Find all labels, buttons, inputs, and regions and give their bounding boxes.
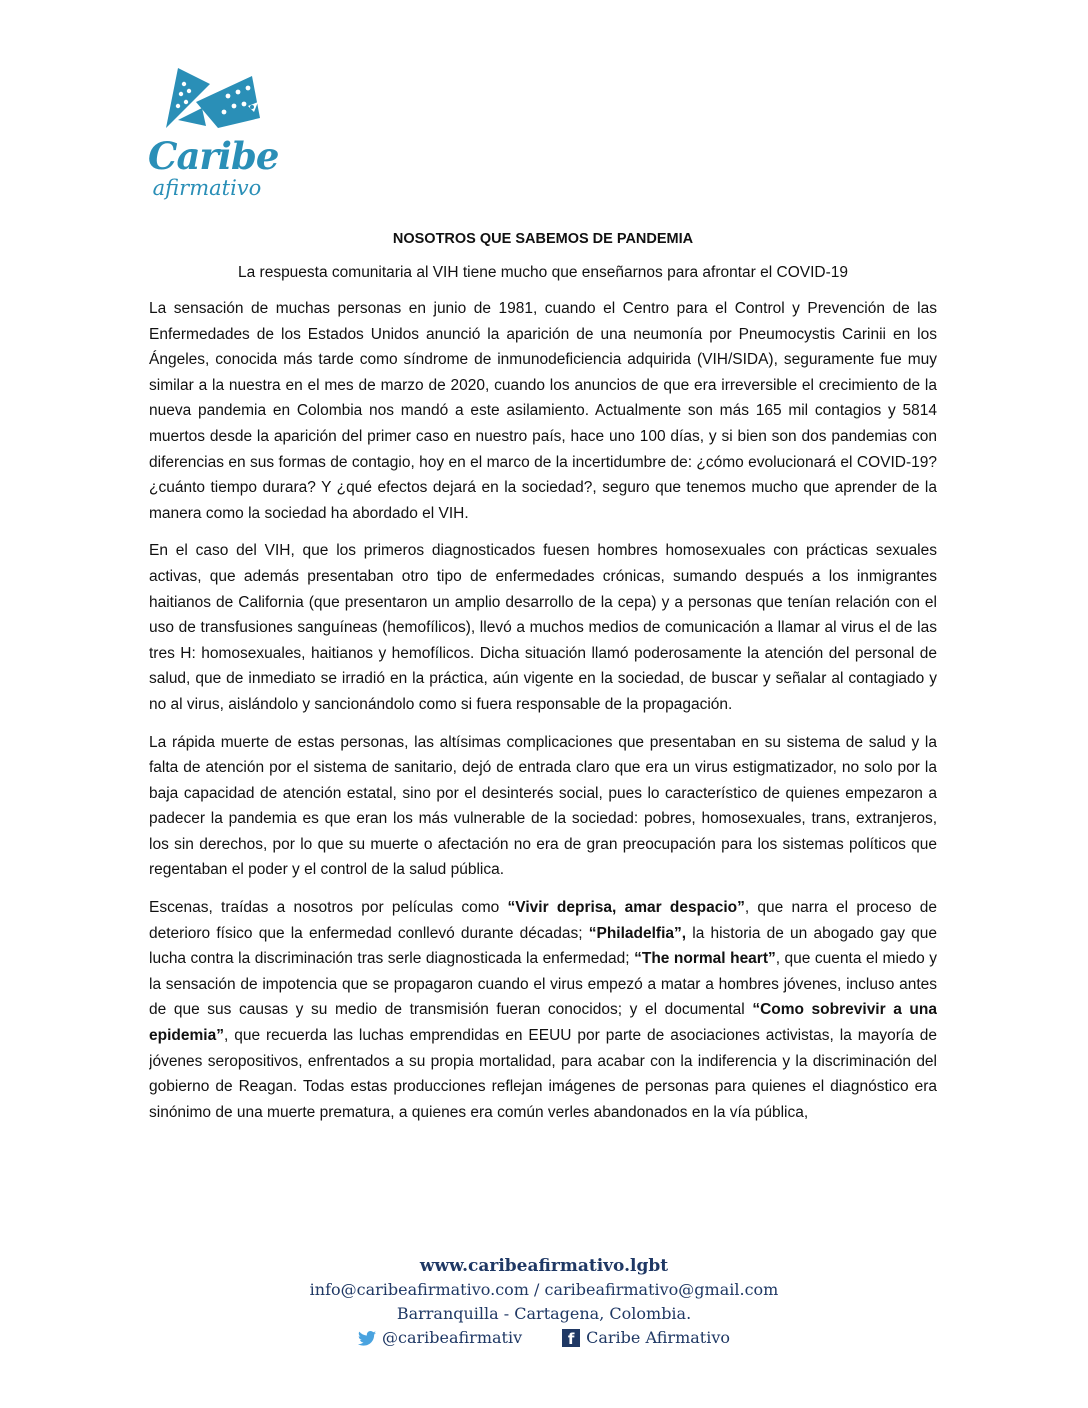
paragraph-4-text: Escenas, traídas a nosotros por películas como (149, 899, 508, 917)
twitter-handle: @caribeafirmativ (381, 1328, 523, 1347)
article-body (149, 229, 937, 1253)
footer-emails[interactable]: info@caribeafirmativo.com / caribeafirmativo@gmail.com (309, 1280, 779, 1299)
paragraph-4 (149, 895, 937, 1125)
paragraph-4-text: , que recuerda las luchas emprendidas en EEUU por parte de asociaciones activistas, la mayoría de jóvenes seropositivos, enfrentados a su propia mortalidad, para acabar con la indiferencia y la discriminación del gobierno de Reagan. Todas estas producciones reflejan imágenes de personas para quienes el diagnóstico era sinónimo de una muerte prematura, a quienes era común verles abandonados en la vía pública, (149, 1027, 937, 1121)
film-title-philadelfia: “Philadelfia”, (588, 924, 687, 942)
paragraph-3: La rápida muerte de estas personas, las altísimas complicaciones que presentaban en su sistema de salud y la falta de atención por el sistema de sanitario, dejó de entrada claro que era un virus estigmatizador, no solo por la baja capacidad de atención estatal, sino por el desinterés social, pues lo característico de quienes empezaron a padecer la pandemia es que eran los más vulnerable de la sociedad: pobres, homosexuales, trans, extranjeros, los sin derechos, por lo que su muerte o afectación no era de gran preocupación para los sistemas políticos que regentaban el poder y el control de la salud pública. (149, 733, 937, 879)
film-title-como-sobrevivir: “Como sobrevivir a una epidemia” (149, 1001, 937, 1045)
facebook-link[interactable] (562, 1326, 730, 1350)
paragraph-4-text: la historia de un abogado gay que lucha contra la discriminación tras serle diagnosticada la enfermedad; (149, 924, 937, 968)
article-title: NOSOTROS QUE SABEMOS DE PANDEMIA (392, 231, 694, 247)
caribe-afirmativo-logo (148, 62, 279, 202)
paragraph-4-text: , que cuenta el miedo y la sensación de impotencia que se propagaron cuando el virus empezó a matar a hombres jóvenes, incluso antes de que sus causas y su medio de transmisión fueran conocidos; y el documental (149, 950, 937, 1019)
logo-wordmark-afirmativo: afirmativo (152, 176, 262, 200)
facebook-page-name: Caribe Afirmativo (586, 1328, 730, 1347)
footer-social-links (358, 1326, 730, 1350)
paragraph-2: En el caso del VIH, que los primeros diagnosticados fuesen hombres homosexuales con prácticas sexuales activas, que además presentaban otro tipo de enfermedades crónicas, sumando después a los inmigrantes haitianos de California (que presentaron un amplio desarrollo de la cepa) y a personas que tenían relación con el uso de transfusiones sanguíneas (hemofílicos), llevó a muchos medios de comunicación a llamar al virus el de las tres H: homosexuales, haitianos y hemofílicos. Dicha situación llamó poderosamente la atención del personal de salud, que de inmediato se irradió en la práctica, aún vigente en la sociedad, de buscar y señalar al contagiado y no al virus, aislándolo y sancionándolo como si fuera responsable de la propagación. (149, 542, 937, 713)
footer-location: Barranquilla - Cartagena, Colombia. (396, 1304, 692, 1323)
film-title-vivir-deprisa: “Vivir deprisa, amar despacio” (507, 899, 745, 917)
fish-logo-icon (148, 62, 266, 136)
paragraph-4-text: , que narra el proceso de deterioro físico que la enfermedad conllevó durante décadas; (149, 899, 937, 942)
twitter-bird-icon (358, 1331, 376, 1346)
article-subtitle: La respuesta comunitaria al VIH tiene mucho que enseñarnos para afrontar el COVID-19 (237, 264, 848, 281)
twitter-link[interactable] (358, 1326, 522, 1350)
logo-wordmark-caribe: Caribe (148, 134, 279, 178)
page-footer (0, 1254, 1088, 1350)
film-title-the-normal-heart: “The normal heart” (634, 950, 776, 968)
paragraph-1: La sensación de muchas personas en junio de 1981, cuando el Centro para el Control y Prevención de las Enfermedades de los Estados Unidos anunció la aparición de una neumonía por Pneumocystis Carinii en los Ángeles, conocida más tarde como síndrome de inmunodeficiencia adquirida (VIH/SIDA), seguramente fue muy similar a la nuestra en el mes de marzo de 2020, cuando los anuncios de que era irreversible el crecimiento de la nueva pandemia en Colombia nos mandó a este asilamiento. Actualmente son más 165 mil contagios y 5814 muertos desde la aparición del primer caso en nuestro país, hace uno 100 días, y si bien son dos pandemias con diferencias en sus formas de contagio, hoy en el marco de la incertidumbre de: ¿cómo evolucionará el COVID-19? ¿cuánto tiempo durara? Y ¿qué efectos dejará en la sociedad?, seguro que tenemos mucho que aprender de la manera como la sociedad ha abordado el VIH. (149, 300, 937, 522)
footer-website-link[interactable]: www.caribeafirmativo.lgbt (419, 1256, 669, 1276)
facebook-icon: f (562, 1329, 580, 1347)
